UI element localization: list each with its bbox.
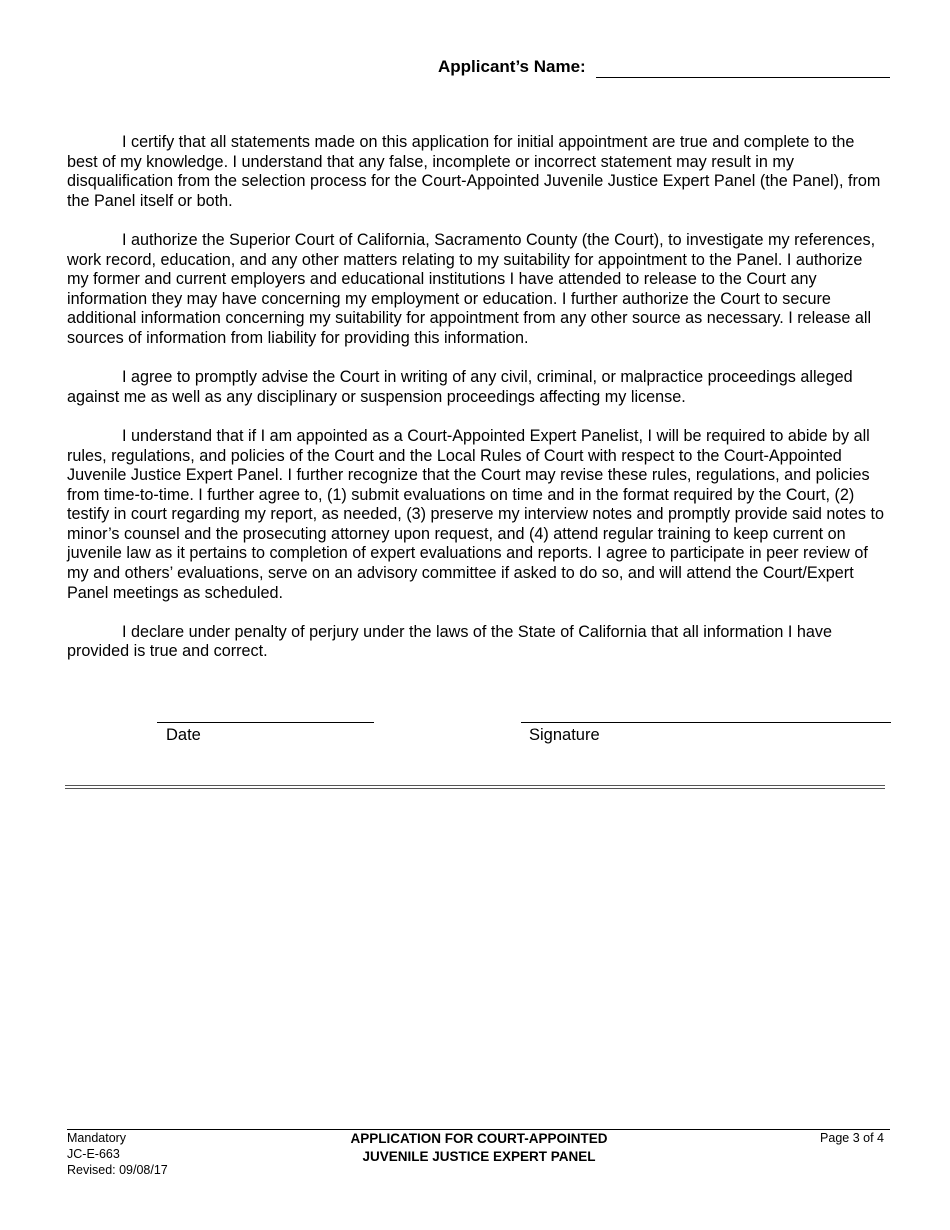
form-title <box>279 1130 679 1166</box>
advise-paragraph: I agree to promptly advise the Court in writing of any civil, criminal, or malpractice proceedings alleged against me as well as any disciplinary or suspension proceedings affecting my license. <box>67 368 853 406</box>
certify-paragraph: I certify that all statements made on this application for initial appointment are true and complete to the best of my knowledge. I understand that any false, incomplete or incorrect statement may result in my disqualification from the selection process for the Court-Appointed Juvenile Justice Expert Panel (the Panel), from the Panel itself or both. <box>67 133 881 210</box>
section-divider <box>65 785 885 789</box>
form-number: JC-E-663 <box>67 1147 120 1161</box>
form-title-line-2: JUVENILE JUSTICE EXPERT PANEL <box>362 1149 596 1164</box>
applicant-name-field[interactable] <box>596 57 890 78</box>
declare-paragraph: I declare under penalty of perjury under the laws of the State of California that all information I have provided is true and correct. <box>67 622 832 661</box>
authorize-paragraph: I authorize the Superior Court of California, Sacramento County (the Court), to investigate my references, work record, education, and any other matters relating to my suitability for appointment to the Panel. I authorize my former and current employers and educational institutions I have attended to release to the Court any information they may have concerning my employment or education. I further authorize the Court to secure additional information concerning my suitability for appointment from any other source as necessary. I release all sources of information from liability for providing this information. <box>67 230 876 347</box>
applicant-name-row <box>438 54 892 78</box>
date-label: Date <box>166 726 201 744</box>
applicant-name-label: Applicant’s Name: <box>438 57 586 76</box>
page-number: Page 3 of 4 <box>820 1131 884 1145</box>
signature-line[interactable] <box>521 722 891 723</box>
signature-label: Signature <box>529 726 600 744</box>
certification-text <box>67 133 887 682</box>
rules-paragraph: I understand that if I am appointed as a Court-Appointed Expert Panelist, I will be required to abide by all rules, regulations, and policies of the Court and the Local Rules of Court with respect to the Court-Appointed Juvenile Justice Expert Panel. I further recognize that the Court may revise these rules, regulations, and policies from time-to-time. I further agree to, (1) submit evaluations on time and in the format required by the Court, (2) testify in court regarding my report, as needed, (3) preserve my interview notes and promptly provide said notes to minor’s counsel and the prosecuting attorney upon request, and (4) attend regular training to keep current on juvenile law as it pertains to completion of expert evaluations and reports. I agree to participate in peer review of my and others’ evaluations, serve on an advisory committee if asked to do so, and will attend the Court/Expert Panel meetings as scheduled. <box>67 426 884 602</box>
form-revised-date: Revised: 09/08/17 <box>67 1163 168 1177</box>
date-line[interactable] <box>157 722 374 723</box>
form-info <box>67 1130 168 1178</box>
form-title-line-1: APPLICATION FOR COURT-APPOINTED <box>350 1131 608 1146</box>
form-mandatory: Mandatory <box>67 1131 127 1145</box>
